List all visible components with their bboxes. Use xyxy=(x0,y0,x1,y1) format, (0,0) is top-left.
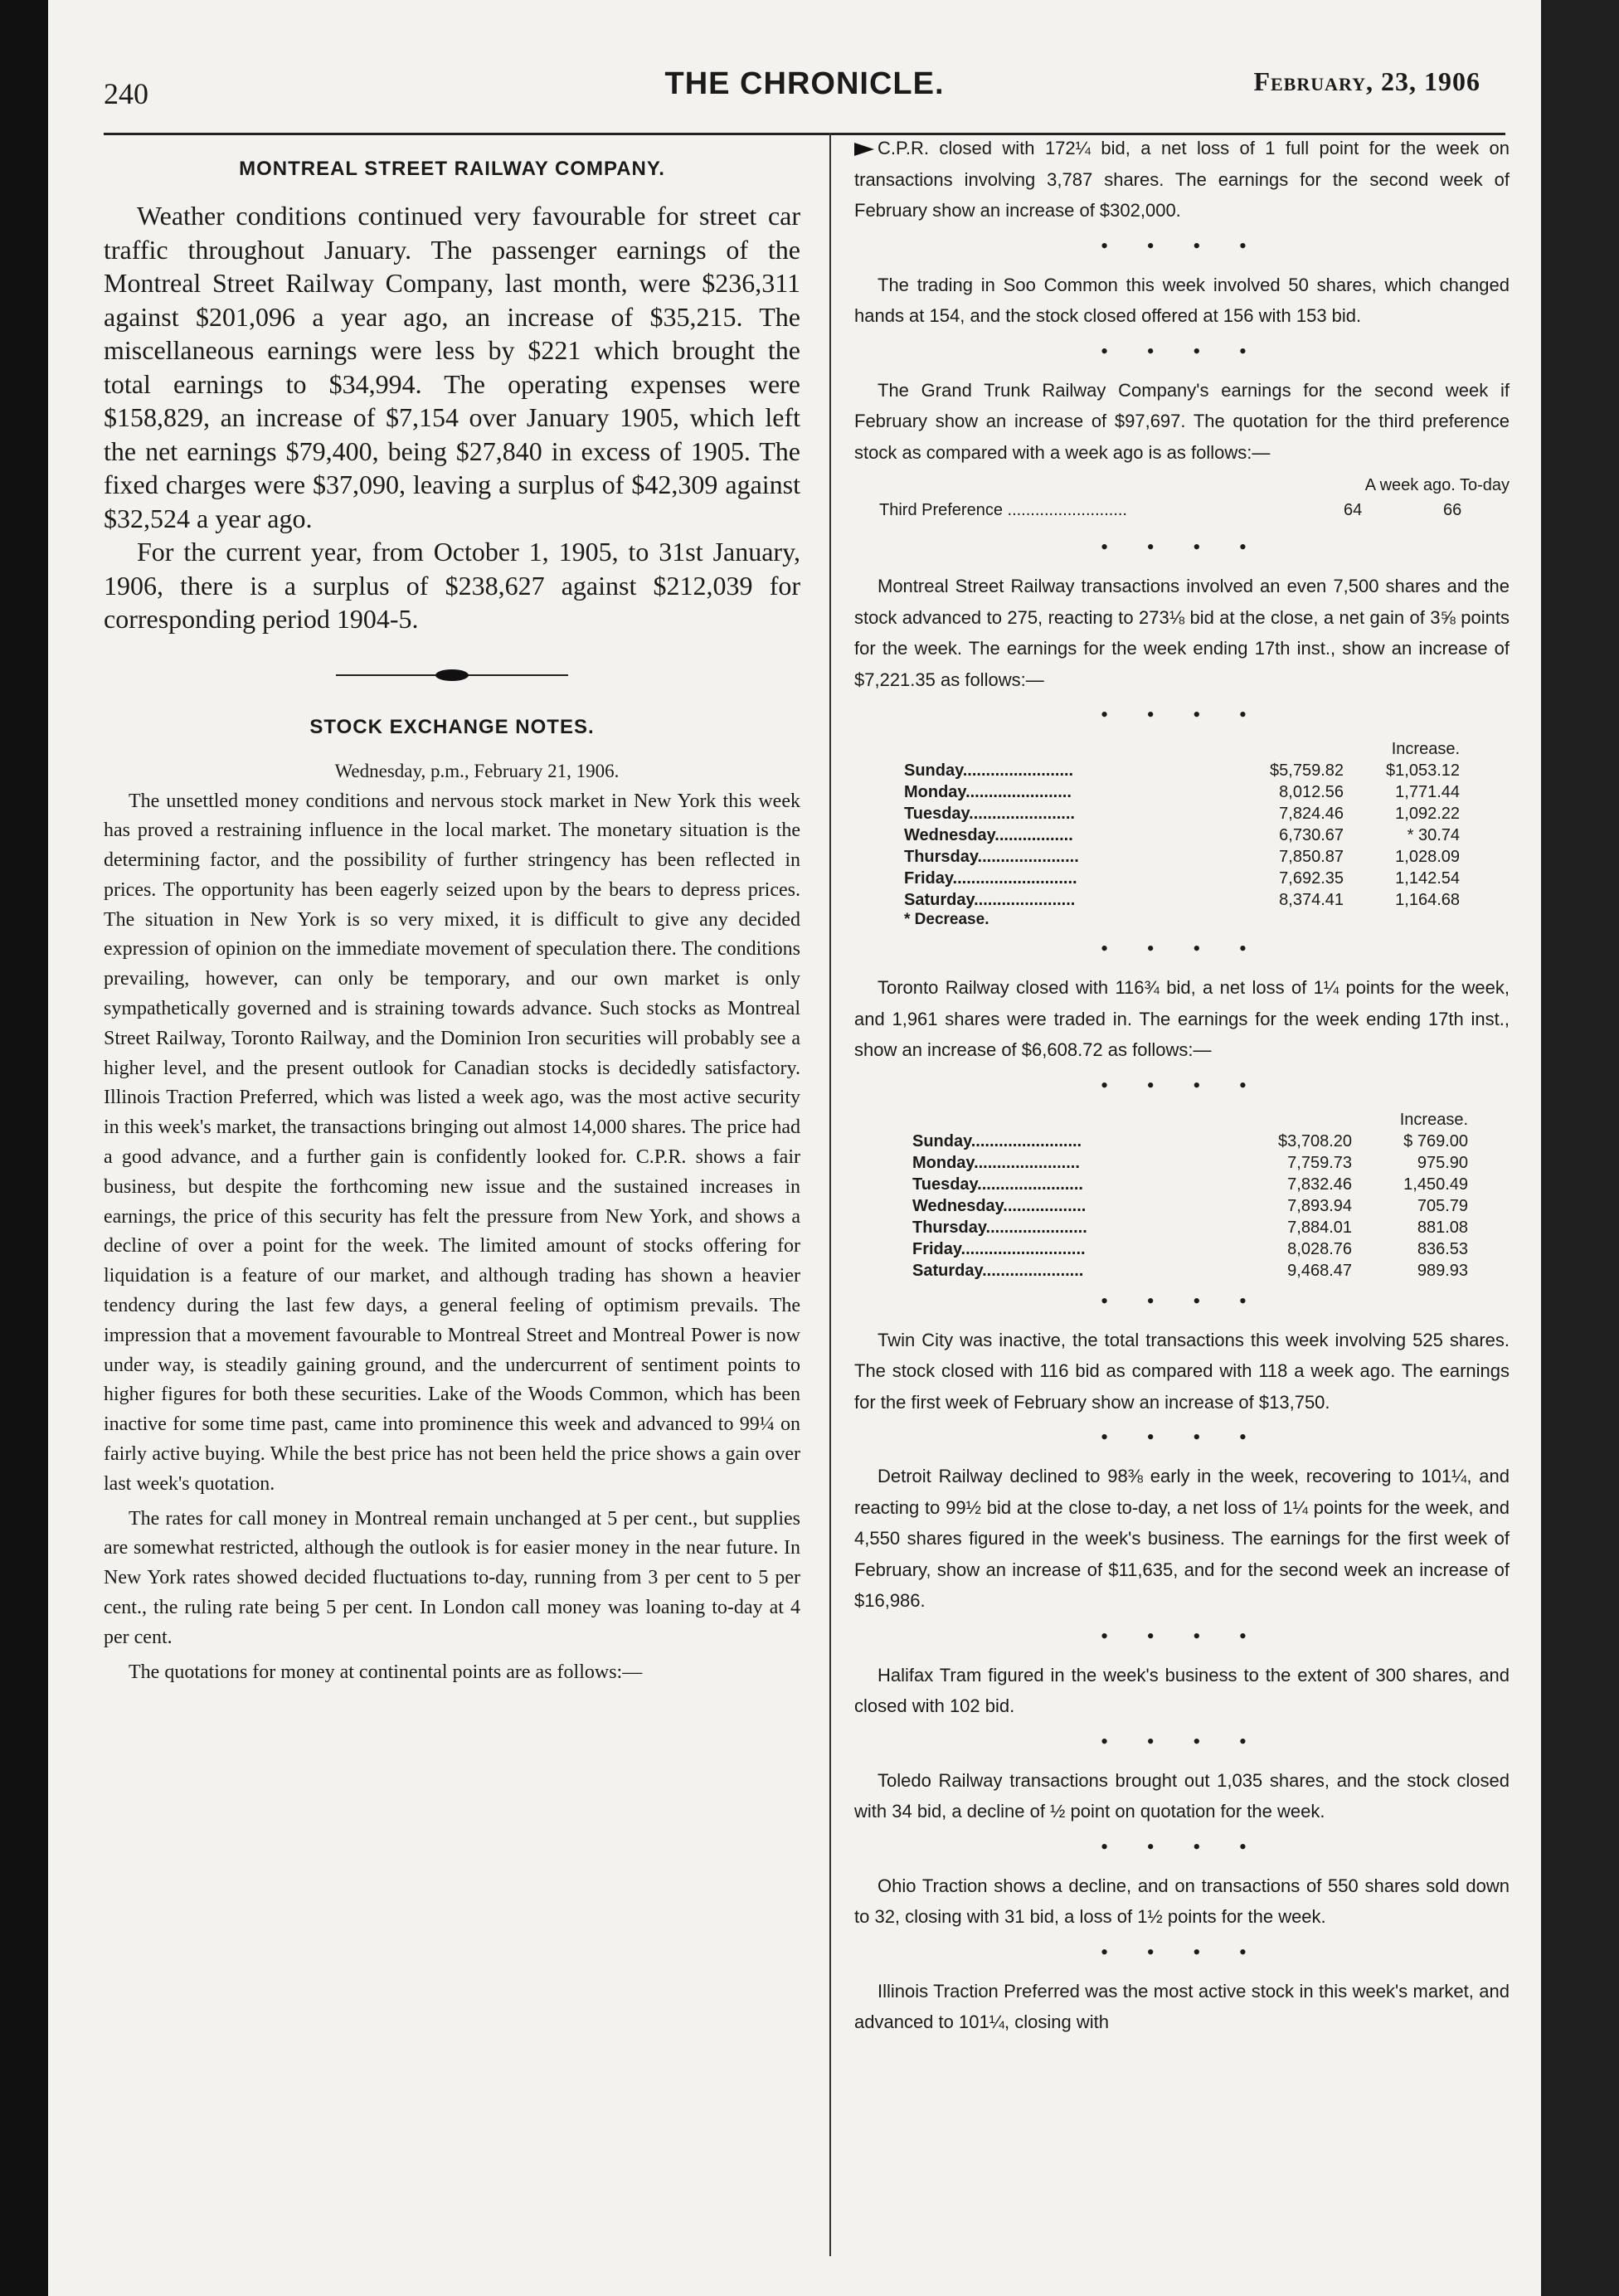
cell-day: Tuesday....................... xyxy=(912,1175,1083,1194)
increase-header: Increase. xyxy=(1399,1110,1468,1129)
news-item-montreal-street: Montreal Street Railway transactions involved an even 7,500 shares and the stock advanced to 275, reacting to 273⅛ bid at the close, a net gain of 3⅝ points for the week. The earnings for the week ending 17th inst., show an increase of $7,221.35 as follows:— xyxy=(854,576,1510,690)
article-paragraph: The quotations for money at continental points are as follows:— xyxy=(129,1661,643,1683)
quotation-today: 66 xyxy=(1443,501,1462,519)
table-row xyxy=(904,825,1460,846)
cell-increase: 1,771.44 xyxy=(1395,783,1460,801)
section-ornament xyxy=(336,669,568,681)
table-row xyxy=(904,803,1460,825)
separator-dots: • • • • xyxy=(1101,1729,1263,1754)
cell-day: Wednesday.................. xyxy=(912,1196,1087,1215)
table-footnote: * Decrease. xyxy=(904,911,989,928)
cell-day: Sunday........................ xyxy=(904,761,1074,780)
cell-value: 9,468.47 xyxy=(1287,1261,1352,1280)
separator-dots: • • • • xyxy=(1101,233,1263,258)
cell-day: Tuesday....................... xyxy=(904,805,1075,823)
article-heading-stock-exchange-notes: STOCK EXCHANGE NOTES. xyxy=(309,715,595,738)
table-row xyxy=(904,760,1460,781)
cell-increase: 836.53 xyxy=(1417,1239,1468,1258)
table-row xyxy=(912,1238,1468,1260)
table-row xyxy=(912,1131,1468,1152)
cell-day: Friday........................... xyxy=(904,869,1077,888)
cell-value: 7,832.46 xyxy=(1287,1175,1352,1194)
cell-value: 7,893.94 xyxy=(1287,1196,1352,1215)
cell-day: Thursday...................... xyxy=(904,848,1079,866)
cell-day: Wednesday................. xyxy=(904,826,1073,844)
quotation-label: Third Preference .......................... xyxy=(879,501,1127,519)
cell-value: 7,824.46 xyxy=(1279,805,1344,823)
cell-increase: $1,053.12 xyxy=(1386,761,1460,780)
separator-dots: • • • • xyxy=(1101,338,1263,363)
increase-header: Increase. xyxy=(1391,740,1460,758)
earnings-table-montreal xyxy=(904,738,1460,911)
table-row xyxy=(904,781,1460,803)
cell-increase: 705.79 xyxy=(1417,1196,1468,1215)
news-item-detroit: Detroit Railway declined to 98⅜ early in the week, recovering to 101¼, and reacting to 99½ bid at the close to-day, a net loss of 1¼ points for the week, and 4,550 shares figured in the week's business. The earnings for the first week of February, show an increase of $11,635, and for the second week an increase of $16,986. xyxy=(854,1466,1510,1611)
news-item-cpr: C.P.R. closed with 172¼ bid, a net loss of 1 full point for the week on transactions involving 3,787 shares. The earnings for the second week of February show an increase of $302,000. xyxy=(854,138,1510,221)
table-row xyxy=(904,846,1460,868)
cell-value: $5,759.82 xyxy=(1270,761,1344,780)
cell-value: 7,850.87 xyxy=(1279,848,1344,866)
separator-dots: • • • • xyxy=(1101,1939,1263,1964)
pointer-icon xyxy=(854,143,874,156)
cell-value: 8,374.41 xyxy=(1279,891,1344,909)
article-paragraph: The rates for call money in Montreal remain unchanged at 5 per cent., but supplies are somewhat restricted, although the outlook is for easier money in the near future. In New York rates showed decided fluctuations to-day, running from 3 per cent to 5 per cent., the ruling rate being 5 per cent. In London call money was loaning to-day at 4 per cent. xyxy=(104,1507,800,1648)
article-paragraph: Weather conditions continued very favourable for street car traffic throughout January. The passenger earnings of the Montreal Street Railway Company, last month, were $236,311 against $201,096 a year ago, an increase of $35,215. The miscellaneous earnings were less by $221 which brought the total earnings to $34,994. The operating expenses were $158,829, an increase of $7,154 over January 1905, which left the net earnings $79,400, being $27,840 in excess of 1905. The fixed charges were $37,090, leaving a surplus of $42,309 against $32,524 a year ago. xyxy=(104,201,800,533)
separator-dots: • • • • xyxy=(1101,1288,1263,1313)
cell-increase: 881.08 xyxy=(1417,1218,1468,1237)
cell-day: Friday........................... xyxy=(912,1239,1086,1258)
news-item-halifax: Halifax Tram figured in the week's business to the extent of 300 shares, and closed with 102 bid. xyxy=(854,1664,1510,1716)
cell-day: Monday....................... xyxy=(912,1153,1080,1172)
cell-increase: * 30.74 xyxy=(1407,826,1460,844)
news-item-illinois: Illinois Traction Preferred was the most active stock in this week's market, and advanced to 101¼, closing with xyxy=(854,1980,1510,2032)
separator-dots: • • • • xyxy=(1101,1073,1263,1097)
cell-value: 7,692.35 xyxy=(1279,869,1344,888)
separator-dots: • • • • xyxy=(1101,535,1263,559)
cell-day: Thursday...................... xyxy=(912,1218,1087,1237)
separator-dots: • • • • xyxy=(1101,1623,1263,1648)
separator-dots: • • • • xyxy=(1101,1834,1263,1859)
cell-increase: 1,092.22 xyxy=(1395,805,1460,823)
table-row xyxy=(912,1152,1468,1174)
table-row xyxy=(904,868,1460,889)
article-heading-montreal-street-railway: MONTREAL STREET RAILWAY COMPANY. xyxy=(239,158,665,180)
cell-day: Monday....................... xyxy=(904,783,1072,801)
publication-title: THE CHRONICLE. xyxy=(664,66,945,101)
article-paragraph: The unsettled money conditions and nervous stock market in New York this week has proved a restraining influence in the local market. The monetary situation is the determining factor, and the possibility of further stringency has been reflected in prices. The opportunity has been eagerly seized upon by the bears to depress prices. The situation in New York is so very mixed, it is difficult to give any decided expression of opinion on the immediate movement of speculation there. The conditions prevailing, however, can only be temporary, and our own market is only sympathetically governed and is straining towards advance. Such stocks as Montreal Street Railway, Toronto Railway, and the Dominion Iron securities will probably see a higher level, and the present outlook for Canadian stocks is decidedly satisfactory. Illinois Traction Preferred, which was listed a week ago, was the most active security in this week's market, the transactions bringing out almost 14,000 shares. The price had a good advance, and a further gain is confidently looked for. C.P.R. shows a fair business, but despite the forthcoming new issue and the sustained increases in earnings, the price of this security has felt the pressure from New York, and shows a decline of over a point for the week. The limited amount of stocks offering for liquidation is a feature of our market, and although trading has shown a heavier tendency during the last few days, a general feeling of optimism prevails. The impression that a movement favourable to Montreal Street and Montreal Power is now under way, is steadily gaining ground, and the undercurrent of sentiment points to higher figures for both these securities. Lake of the Woods Common, which has been inactive for some time past, came into prominence this week and advanced to 99¼ on fairly active buying. While the best price has not been held the price shows a gain over last week's quotation. xyxy=(104,790,800,1495)
issue-date: February, 23, 1906 xyxy=(1253,66,1480,96)
separator-dots: • • • • xyxy=(1101,1425,1263,1449)
cell-increase: $ 769.00 xyxy=(1403,1131,1468,1150)
article-paragraph: For the current year, from October 1, 1905, to 31st January, 1906, there is a surplus of $238,627 against $212,039 for corresponding period 1904-5. xyxy=(104,537,800,634)
table-row xyxy=(912,1217,1468,1238)
earnings-table-toronto xyxy=(912,1109,1468,1282)
news-item-ohio: Ohio Traction shows a decline, and on transactions of 550 shares sold down to 32, closing with 31 bid, a loss of 1½ points for the week. xyxy=(854,1875,1510,1927)
cell-increase: 989.93 xyxy=(1417,1261,1468,1280)
quotation-header: A week ago. To-day xyxy=(1364,476,1510,494)
table-row xyxy=(912,1260,1468,1282)
news-item-toledo: Toledo Railway transactions brought out 1,035 shares, and the stock closed with 34 bid, a decline of ½ point on quotation for the week. xyxy=(854,1769,1510,1822)
cell-value: 8,012.56 xyxy=(1279,783,1344,801)
left-column xyxy=(104,158,800,1687)
right-column xyxy=(854,133,1510,2038)
column-divider xyxy=(829,133,831,2256)
cell-value: $3,708.20 xyxy=(1278,1131,1352,1150)
cell-increase: 1,028.09 xyxy=(1395,848,1460,866)
news-item-soo: The trading in Soo Common this week involved 50 shares, which changed hands at 154, and the stock closed offered at 156 with 153 bid. xyxy=(854,274,1510,326)
news-item-toronto: Toronto Railway closed with 116¾ bid, a net loss of 1¼ points for the week, and 1,961 shares were traded in. The earnings for the week ending 17th inst., show an increase of $6,608.72 as follows:— xyxy=(854,977,1510,1060)
cell-value: 6,730.67 xyxy=(1279,826,1344,844)
newspaper-page xyxy=(48,0,1541,2296)
separator-dots: • • • • xyxy=(1101,703,1263,727)
cell-value: 8,028.76 xyxy=(1287,1239,1352,1258)
table-row xyxy=(912,1195,1468,1217)
news-item-grand-trunk: The Grand Trunk Railway Company's earnings for the second week if February show an increase of $97,697. The quotation for the third preference stock as compared with a week ago is as follows:— xyxy=(854,379,1510,463)
page-header xyxy=(104,58,1505,108)
cell-day: Sunday........................ xyxy=(912,1131,1082,1150)
cell-increase: 1,164.68 xyxy=(1395,891,1460,909)
quotation-table xyxy=(879,476,1510,528)
cell-value: 7,884.01 xyxy=(1287,1218,1352,1237)
quotation-week-ago: 64 xyxy=(1344,501,1363,519)
cell-day: Saturday...................... xyxy=(912,1261,1084,1280)
dateline: Wednesday, p.m., February 21, 1906. xyxy=(334,760,620,781)
table-row xyxy=(904,889,1460,911)
table-row xyxy=(912,1174,1468,1195)
page-number: 240 xyxy=(104,77,148,110)
page-binding xyxy=(0,0,48,2296)
page-edge xyxy=(1541,0,1619,2296)
news-item-twin-city: Twin City was inactive, the total transactions this week involving 525 shares. The stock closed with 116 bid as compared with 118 a week ago. The earnings for the first week of February show an increase of $13,750. xyxy=(854,1329,1510,1413)
cell-increase: 975.90 xyxy=(1417,1153,1468,1172)
cell-day: Saturday...................... xyxy=(904,891,1076,909)
cell-increase: 1,450.49 xyxy=(1403,1175,1468,1194)
cell-value: 7,759.73 xyxy=(1287,1153,1352,1172)
separator-dots: • • • • xyxy=(1101,936,1263,961)
cell-increase: 1,142.54 xyxy=(1395,869,1460,888)
